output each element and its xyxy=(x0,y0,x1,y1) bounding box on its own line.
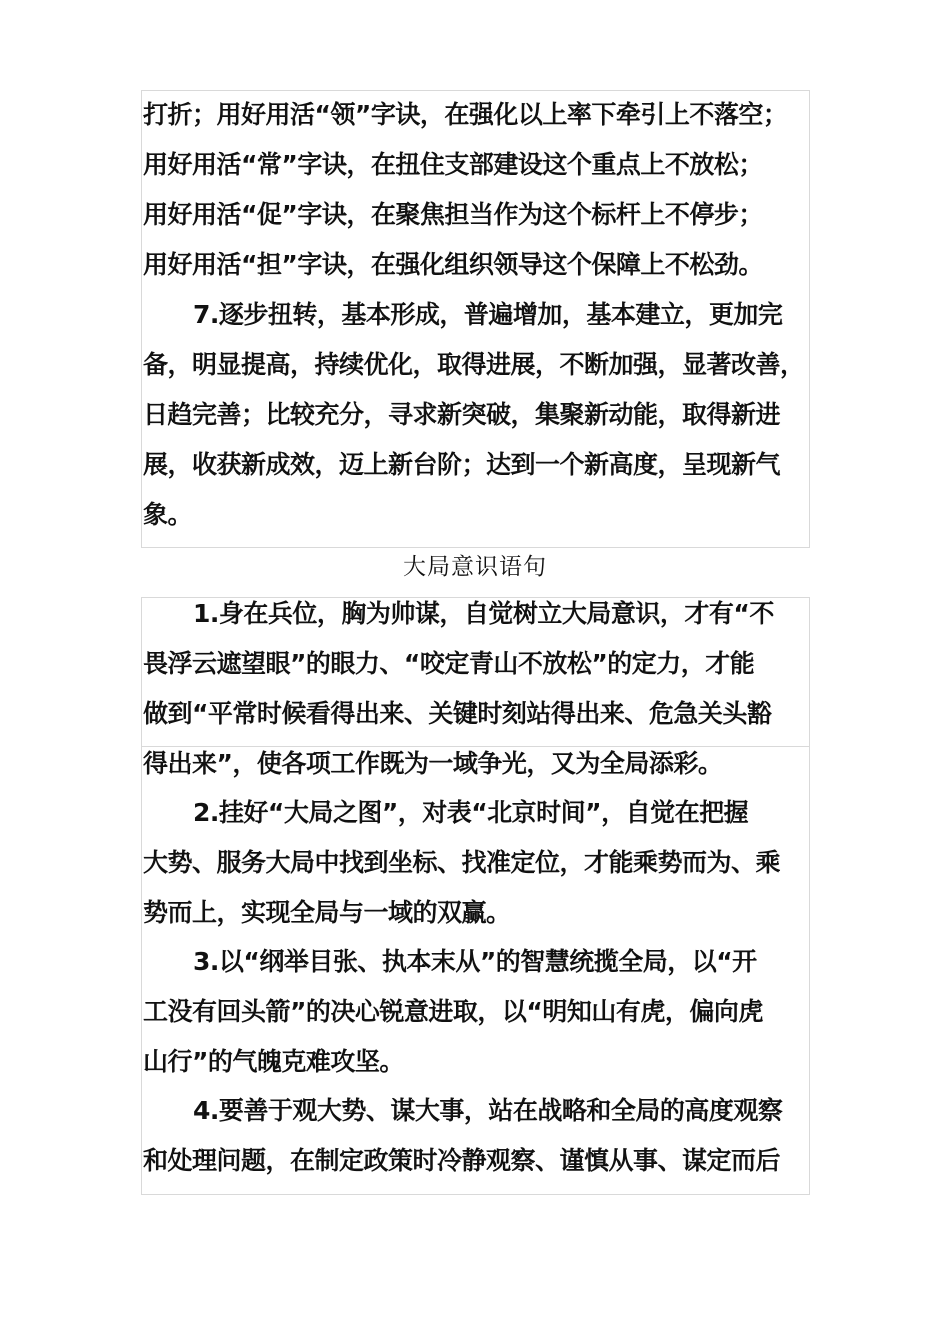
paragraph-line: 势而上，实现全局与一域的双赢。 xyxy=(143,898,511,927)
paragraph-line: 用好用活“常”字诀，在扭住支部建设这个重点上不放松； xyxy=(143,150,763,179)
paragraph-line: 和处理问题，在制定政策时冷静观察、谨慎从事、谋定而后 xyxy=(143,1146,781,1175)
paragraph-line: 日趋完善；比较充分，寻求新突破，集聚新动能，取得新进 xyxy=(143,400,781,429)
section-heading: 大局意识语句 xyxy=(403,554,547,580)
paragraph-line: 山行”的气魄克难攻坚。 xyxy=(143,1047,404,1076)
paragraph-line: 打折；用好用活“领”字诀，在强化以上率下牵引上不落空； xyxy=(143,100,788,129)
paragraph-line: 1.身在兵位，胸为帅谋，自觉树立大局意识，才有“不 xyxy=(193,599,774,628)
paragraph-line: 做到“平常时候看得出来、关键时刻站得出来、危急关头豁 xyxy=(143,699,772,728)
paragraph-line: 7.逐步扭转，基本形成，普遍增加，基本建立，更加完 xyxy=(193,300,783,329)
paragraph-line: 象。 xyxy=(143,500,193,529)
paragraph-line: 展，收获新成效，迈上新台阶；达到一个新高度，呈现新气 xyxy=(143,450,781,479)
paragraph-line: 大势、服务大局中找到坐标、找准定位，才能乘势而为、乘 xyxy=(143,848,781,877)
paragraph-line: 畏浮云遮望眼”的眼力、“咬定青山不放松”的定力，才能 xyxy=(143,649,755,678)
paragraph-line: 2.挂好“大局之图”，对表“北京时间”，自觉在把握 xyxy=(193,798,749,827)
paragraph-line: 得出来”，使各项工作既为一域争光，又为全局添彩。 xyxy=(143,749,723,778)
paragraph-line: 4.要善于观大势、谋大事，站在战略和全局的高度观察 xyxy=(193,1096,783,1125)
paragraph-line: 备，明显提高，持续优化，取得进展，不断加强，显著改善， xyxy=(143,350,805,379)
paragraph-line: 用好用活“促”字诀，在聚焦担当作为这个标杆上不停步； xyxy=(143,200,763,229)
paragraph-line: 3.以“纲举目张、执本末从”的智慧统揽全局，以“开 xyxy=(193,947,757,976)
paragraph-line: 用好用活“担”字诀，在强化组织领导这个保障上不松劲。 xyxy=(143,250,763,279)
paragraph-line: 工没有回头箭”的决心锐意进取，以“明知山有虎，偏向虎 xyxy=(143,997,763,1026)
